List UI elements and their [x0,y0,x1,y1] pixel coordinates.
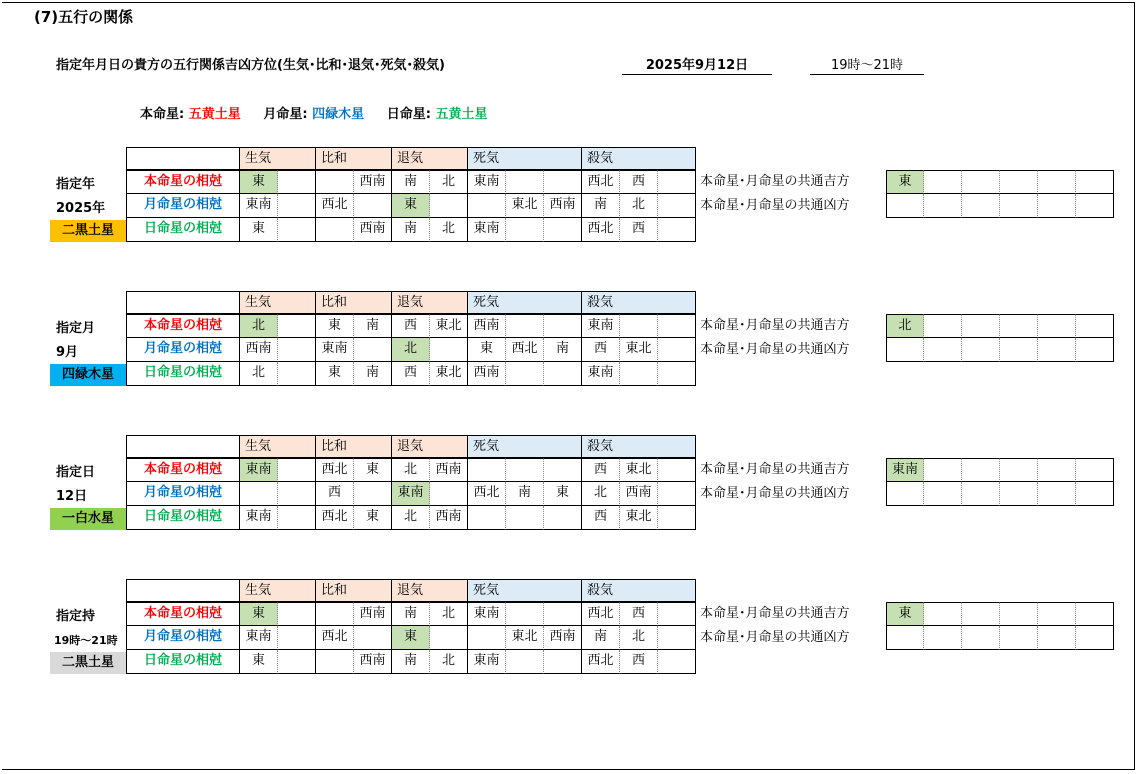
category-header [126,291,696,314]
direction-cell: 東 [354,506,392,530]
common-direction-cell [1076,626,1114,650]
common-direction-cell: 東 [886,170,924,194]
category-header-cell: 比和 [316,435,392,458]
direction-cell: 東北 [430,362,468,386]
relation-row [126,362,696,386]
direction-cell [506,170,544,194]
direction-cell: 東南 [468,170,506,194]
direction-cell: 南 [506,482,544,506]
direction-cell: 西 [582,458,620,482]
direction-cell: 西南 [354,602,392,626]
category-header-cell: 殺気 [582,435,696,458]
direction-cell [430,338,468,362]
category-header-cell: 比和 [316,147,392,170]
direction-cell: 西北 [316,194,354,218]
common-good-row [700,602,1114,626]
direction-cell: 東南 [582,314,620,338]
direction-cell: 西 [392,362,430,386]
direction-cell: 西 [620,218,658,242]
common-direction-cell [886,194,924,218]
direction-cell [506,458,544,482]
common-label: 本命星･月命星の共通吉方 [700,318,850,333]
common-direction-cell [1076,314,1114,338]
direction-cell: 西 [316,482,354,506]
header-blank-cell [126,579,240,602]
direction-cell [544,650,582,674]
direction-cell: 東北 [620,458,658,482]
direction-cell [316,602,354,626]
common-label: 本命星･月命星の共通凶方 [700,486,850,501]
direction-cell: 北 [392,338,430,362]
direction-cell: 東 [392,626,430,650]
common-direction-cell: 東南 [886,458,924,482]
direction-cell: 西南 [354,170,392,194]
period-value: 12日 [56,489,88,504]
period-star-badge: 四緑木星 [50,364,126,386]
direction-cell: 西南 [354,650,392,674]
common-direction-cell [1076,602,1114,626]
common-direction-cell [1000,194,1038,218]
direction-cell: 東 [544,482,582,506]
direction-cell [430,194,468,218]
relation-row [126,626,696,650]
category-header-cell: 退気 [392,291,468,314]
direction-cell [658,626,696,650]
common-label: 本命星･月命星の共通吉方 [700,174,850,189]
period-value: 19時～21時 [54,634,118,647]
direction-cell [278,506,316,530]
direction-cell [658,194,696,218]
common-direction-cell [962,314,1000,338]
common-direction-cell [1076,482,1114,506]
direction-cell: 西 [582,506,620,530]
direction-cell: 南 [392,602,430,626]
relation-row-label: 日命星の相尅 [126,650,240,674]
direction-cell [506,362,544,386]
category-header-cell: 生気 [240,291,316,314]
direction-cell [430,482,468,506]
direction-cell [544,218,582,242]
direction-cell [658,506,696,530]
direction-cell [544,362,582,386]
direction-cell: 東南 [468,602,506,626]
relation-row [126,218,696,242]
direction-cell [278,602,316,626]
direction-cell [430,626,468,650]
direction-cell [544,170,582,194]
direction-cell [620,362,658,386]
section-subtitle: 指定年月日の貴方の五行関係吉凶方位(生気･比和･退気･死気･殺気) [56,58,445,73]
direction-cell: 西北 [506,338,544,362]
direction-cell: 東 [240,218,278,242]
direction-cell: 東北 [620,506,658,530]
common-direction-cell [1076,170,1114,194]
common-direction-cell [1038,458,1076,482]
direction-cell [354,194,392,218]
direction-cell: 南 [354,314,392,338]
direction-cell [658,650,696,674]
period-star-badge: 二黒土星 [50,652,126,674]
direction-cell [278,170,316,194]
common-bad-row [700,338,1114,362]
direction-cell: 西南 [468,362,506,386]
direction-cell: 北 [240,314,278,338]
common-direction-cell: 北 [886,314,924,338]
getsumei-value: 四緑木星 [312,107,365,122]
relation-row [126,458,696,482]
direction-cell: 北 [240,362,278,386]
direction-cell [658,482,696,506]
common-direction-cell [1000,626,1038,650]
common-direction-cell [962,170,1000,194]
specified-time: 19時～21時 [810,54,924,75]
direction-cell [354,626,392,650]
header-blank-cell [126,435,240,458]
direction-cell: 西南 [544,194,582,218]
direction-cell [658,218,696,242]
direction-cell [278,314,316,338]
common-direction-cell [962,602,1000,626]
common-direction-cell [1038,170,1076,194]
direction-cell [278,338,316,362]
direction-cell [278,194,316,218]
header-blank-cell [126,147,240,170]
getsumei-label: 月命星: [263,107,308,122]
direction-cell: 西北 [468,482,506,506]
relation-row [126,506,696,530]
direction-cell: 西北 [316,458,354,482]
common-bad-row [700,194,1114,218]
category-header-cell: 退気 [392,435,468,458]
period-label: 指定日 [56,465,96,480]
direction-cell [658,602,696,626]
direction-cell: 東南 [240,194,278,218]
common-direction-cell [962,458,1000,482]
common-direction-cell [924,194,962,218]
common-direction-cell [886,482,924,506]
common-label: 本命星･月命星の共通吉方 [700,606,850,621]
direction-cell: 東北 [506,626,544,650]
common-direction-cell [886,338,924,362]
direction-cell: 東 [316,314,354,338]
direction-cell: 東 [240,650,278,674]
direction-cell: 東北 [620,338,658,362]
common-direction-cell [1038,602,1076,626]
common-direction-cell [962,626,1000,650]
relation-row-label: 月命星の相尅 [126,482,240,506]
common-bad-row [700,626,1114,650]
direction-cell: 東南 [392,482,430,506]
direction-cell [468,458,506,482]
direction-cell: 北 [392,458,430,482]
direction-cell: 東 [392,194,430,218]
direction-cell: 西北 [316,506,354,530]
category-header [126,435,696,458]
direction-cell: 東南 [240,626,278,650]
common-direction-cell [886,626,924,650]
direction-cell [544,314,582,338]
direction-cell [468,194,506,218]
category-header-cell: 殺気 [582,579,696,602]
common-direction-cell [924,338,962,362]
common-direction-cell [1038,482,1076,506]
common-direction-cell [1000,338,1038,362]
honmei-label: 本命星: [140,107,185,122]
common-direction-cell [1076,194,1114,218]
relation-row [126,194,696,218]
relation-row [126,482,696,506]
common-good-row [700,458,1114,482]
section-heading: (7)五行の関係 [34,8,134,26]
direction-cell [278,458,316,482]
direction-cell: 南 [582,626,620,650]
category-header-cell: 生気 [240,147,316,170]
direction-cell: 西 [392,314,430,338]
common-bad-row [700,482,1114,506]
nichimei-label: 日命星: [386,107,431,122]
direction-cell [506,506,544,530]
common-direction-cell [1000,458,1038,482]
direction-cell: 西 [620,602,658,626]
relation-row [126,602,696,626]
specified-date: 2025年9月12日 [622,54,772,75]
direction-cell [544,506,582,530]
common-good-row [700,170,1114,194]
period-value: 9月 [56,345,79,360]
direction-cell: 南 [392,650,430,674]
direction-cell [278,482,316,506]
common-direction-cell [1000,170,1038,194]
direction-cell [240,482,278,506]
direction-cell: 西北 [316,626,354,650]
common-direction-cell [1000,482,1038,506]
direction-cell: 東南 [468,650,506,674]
direction-cell: 南 [544,338,582,362]
category-header-cell: 殺気 [582,147,696,170]
common-direction-cell [1076,458,1114,482]
direction-cell: 西北 [582,218,620,242]
nichimei-value: 五黄土星 [435,107,488,122]
period-star-badge: 二黒土星 [50,220,126,242]
common-direction-cell [924,170,962,194]
common-good-row [700,314,1114,338]
direction-cell: 北 [430,170,468,194]
relation-row [126,650,696,674]
direction-cell [316,218,354,242]
direction-cell [354,338,392,362]
direction-cell: 西北 [582,650,620,674]
relation-row-label: 本命星の相尅 [126,170,240,194]
direction-cell: 北 [582,482,620,506]
direction-cell: 東 [468,338,506,362]
header-blank-cell [126,291,240,314]
direction-cell: 東 [354,458,392,482]
common-direction-cell [1038,626,1076,650]
common-label: 本命星･月命星の共通凶方 [700,630,850,645]
star-summary [140,103,488,122]
common-label: 本命星･月命星の共通吉方 [700,462,850,477]
direction-cell [658,362,696,386]
direction-cell [278,626,316,650]
relation-row-label: 月命星の相尅 [126,194,240,218]
common-direction-cell [1038,194,1076,218]
common-direction-cell [924,626,962,650]
direction-cell: 北 [392,506,430,530]
relation-block [0,435,1139,555]
direction-cell: 西南 [430,506,468,530]
direction-cell: 西 [582,338,620,362]
category-header-cell: 殺気 [582,291,696,314]
category-header-cell: 生気 [240,435,316,458]
relation-block [0,147,1139,267]
relation-row-label: 日命星の相尅 [126,218,240,242]
direction-cell: 西南 [620,482,658,506]
direction-cell: 西南 [430,458,468,482]
direction-cell: 西 [620,170,658,194]
relation-row [126,314,696,338]
honmei-value: 五黄土星 [188,107,241,122]
direction-cell: 東南 [240,506,278,530]
direction-cell: 南 [354,362,392,386]
category-header [126,579,696,602]
relation-row-label: 日命星の相尅 [126,362,240,386]
direction-cell [544,602,582,626]
relation-row-label: 月命星の相尅 [126,338,240,362]
direction-cell: 東南 [582,362,620,386]
relation-block [0,579,1139,699]
category-header-cell: 死気 [468,579,582,602]
direction-cell: 東 [316,362,354,386]
category-header-cell: 死気 [468,147,582,170]
common-direction-cell [924,458,962,482]
common-direction-cell [962,194,1000,218]
direction-cell: 南 [392,218,430,242]
direction-cell: 南 [392,170,430,194]
direction-cell: 東南 [316,338,354,362]
direction-cell [544,458,582,482]
direction-cell [316,650,354,674]
direction-cell: 北 [430,218,468,242]
common-direction-cell [924,602,962,626]
direction-cell: 北 [620,194,658,218]
common-direction-cell [1038,338,1076,362]
direction-cell: 西北 [582,170,620,194]
direction-cell: 西北 [582,602,620,626]
common-direction-cell [962,338,1000,362]
direction-cell: 南 [582,194,620,218]
common-direction-cell [924,482,962,506]
direction-cell: 東北 [430,314,468,338]
direction-cell: 北 [430,650,468,674]
direction-cell [468,626,506,650]
category-header-cell: 比和 [316,579,392,602]
direction-cell [506,650,544,674]
relation-row-label: 日命星の相尅 [126,506,240,530]
relation-row-label: 月命星の相尅 [126,626,240,650]
period-label: 指定持 [56,609,96,624]
period-label: 指定年 [56,177,96,192]
direction-cell: 東南 [240,458,278,482]
direction-cell [506,314,544,338]
relation-row-label: 本命星の相尅 [126,602,240,626]
direction-cell [468,506,506,530]
category-header-cell: 死気 [468,435,582,458]
relation-row-label: 本命星の相尅 [126,314,240,338]
category-header-cell: 死気 [468,291,582,314]
direction-cell [506,218,544,242]
common-label: 本命星･月命星の共通凶方 [700,342,850,357]
relation-block [0,291,1139,411]
direction-cell: 北 [430,602,468,626]
direction-cell [658,338,696,362]
category-header-cell: 生気 [240,579,316,602]
direction-cell [354,482,392,506]
direction-cell: 北 [620,626,658,650]
common-direction-cell [924,314,962,338]
relation-row-label: 本命星の相尅 [126,458,240,482]
common-direction-cell [1000,314,1038,338]
common-direction-cell [1000,602,1038,626]
relation-row [126,338,696,362]
direction-cell [278,362,316,386]
direction-cell: 東 [240,602,278,626]
category-header [126,147,696,170]
common-label: 本命星･月命星の共通凶方 [700,198,850,213]
direction-cell: 東 [240,170,278,194]
direction-cell [316,170,354,194]
category-header-cell: 退気 [392,579,468,602]
period-value: 2025年 [56,201,106,216]
direction-cell: 西南 [354,218,392,242]
direction-cell: 東北 [506,194,544,218]
direction-cell [506,602,544,626]
category-header-cell: 退気 [392,147,468,170]
direction-cell: 西 [620,650,658,674]
common-direction-cell [1076,338,1114,362]
period-star-badge: 一白水星 [50,508,126,530]
direction-cell [278,650,316,674]
common-direction-cell: 東 [886,602,924,626]
period-label: 指定月 [56,321,96,336]
relation-row [126,170,696,194]
direction-cell [620,314,658,338]
category-header-cell: 比和 [316,291,392,314]
common-direction-cell [1038,314,1076,338]
direction-cell [278,218,316,242]
direction-cell: 西南 [240,338,278,362]
direction-cell [658,458,696,482]
direction-cell [658,314,696,338]
direction-cell: 西南 [544,626,582,650]
common-direction-cell [962,482,1000,506]
direction-cell [658,170,696,194]
direction-cell: 東南 [468,218,506,242]
direction-cell: 西南 [468,314,506,338]
